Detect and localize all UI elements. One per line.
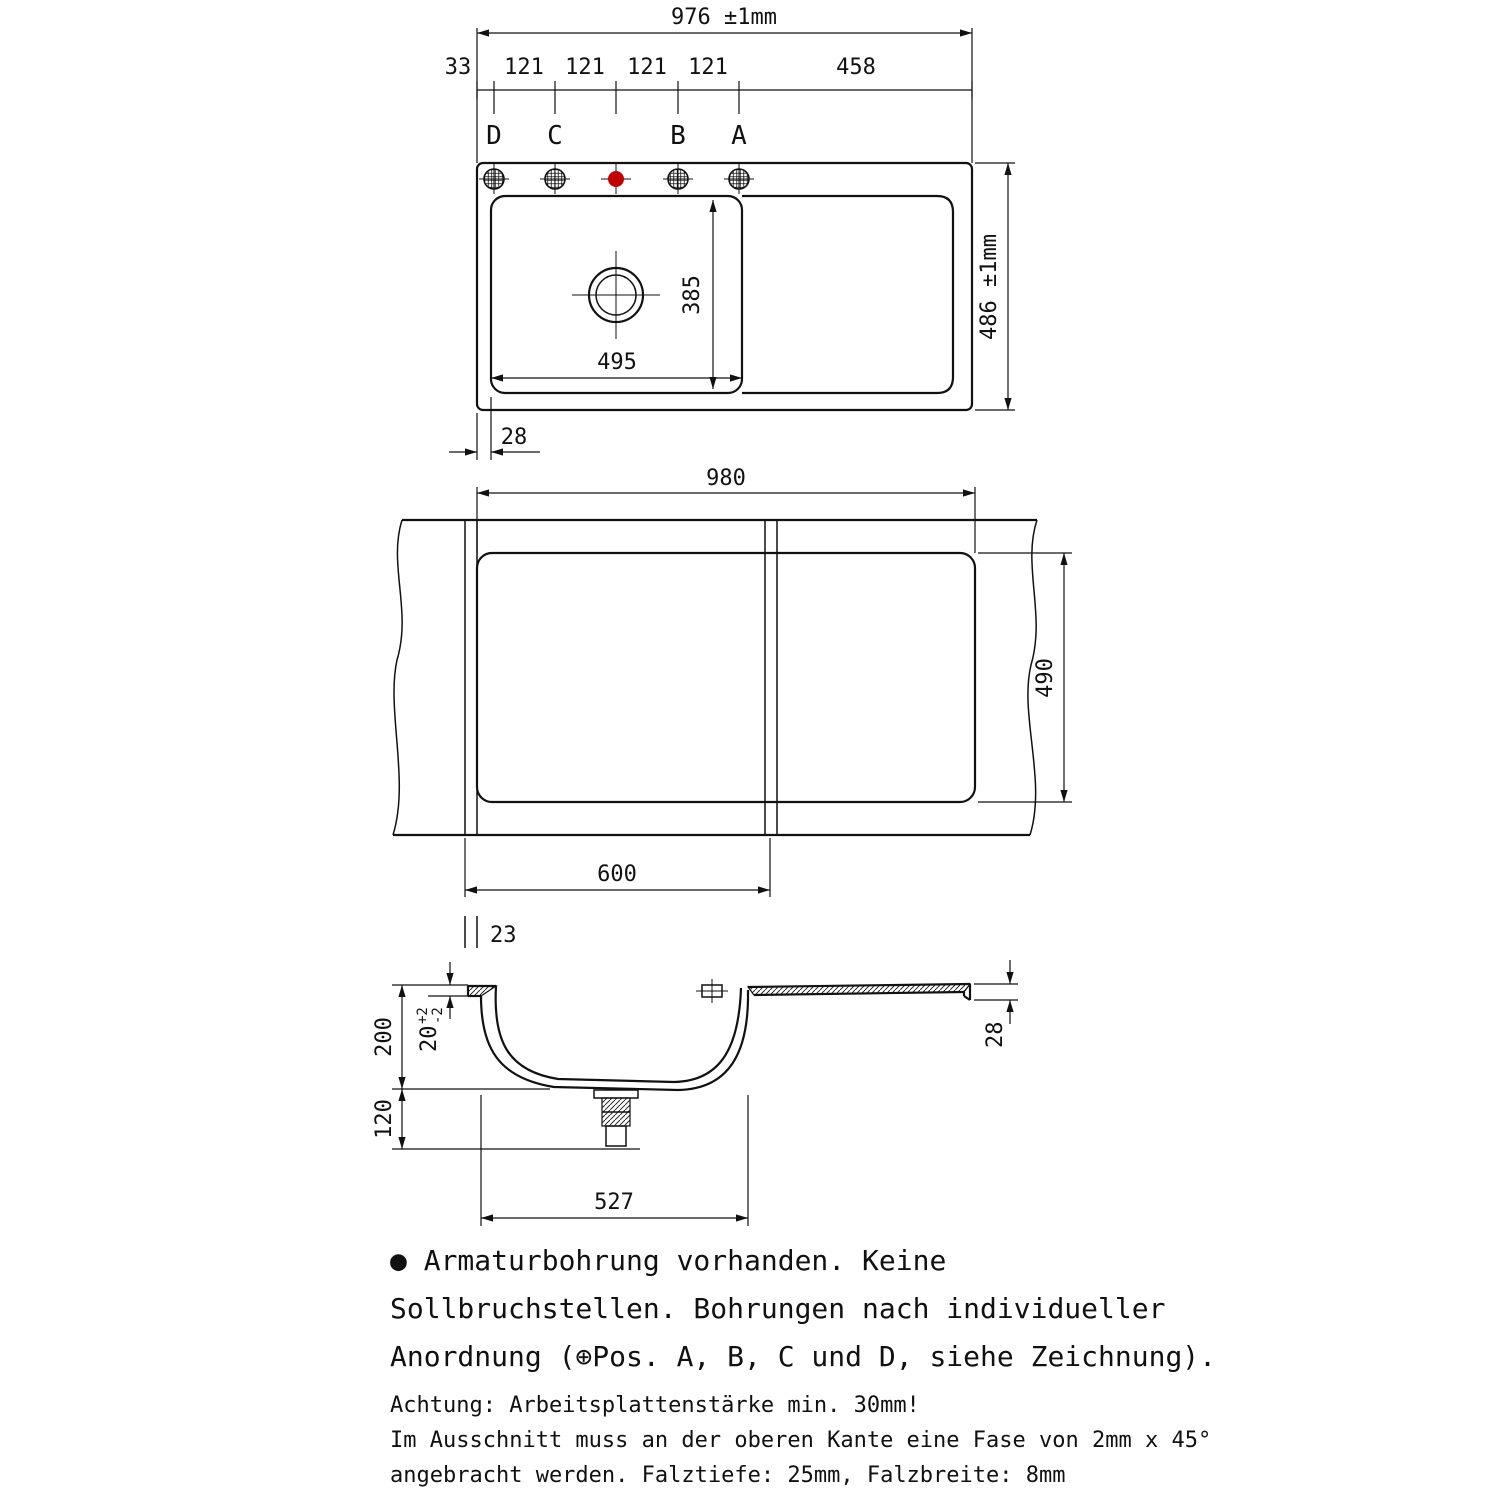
notes-block (390, 1244, 1216, 1488)
dimension-cabinet-width (465, 838, 770, 897)
break-line-left (393, 520, 402, 835)
hole-letter-d: D (486, 121, 502, 151)
rim-height-tolerance-upper: +2 (415, 1007, 431, 1024)
overall-width-label: 976 ±1mm (671, 5, 777, 30)
hole-position-letters (486, 121, 747, 151)
section-drainboard (748, 984, 970, 1000)
cutout-rectangle (477, 553, 975, 802)
countertop-outline (393, 520, 1037, 835)
faucet-hole-symbol (696, 979, 728, 1003)
bowl-wall-outer (481, 990, 748, 1090)
cutout-width-label: 980 (706, 466, 746, 491)
chain-dim-label: 121 (565, 55, 605, 80)
hole-letter-c: C (547, 121, 563, 151)
gap-label: 23 (490, 923, 517, 948)
chain-dim-label: 33 (444, 55, 472, 80)
section-view (372, 960, 1018, 1226)
chain-dim-label: 121 (504, 55, 544, 80)
chain-dim-label: 458 (836, 55, 876, 80)
section-rim-left (468, 986, 496, 996)
drain-symbol (572, 251, 660, 339)
dimension-bowl-width (491, 350, 742, 378)
drain-assembly (594, 1090, 638, 1146)
dimension-overall-depth (975, 163, 1015, 410)
warning-line-1: Achtung: Arbeitsplattenstärke min. 30mm! (390, 1393, 920, 1418)
cutout-depth-label: 490 (1033, 658, 1058, 698)
chain-dim-label: 121 (688, 55, 728, 80)
warning-line-2: Im Ausschnitt muss an der oberen Kante eine Fase von 2mm x 45° (390, 1428, 1212, 1453)
dimension-total-height (372, 985, 550, 1089)
dimension-rim-height (415, 962, 468, 1052)
drainboard-outline (742, 196, 953, 393)
warning-line-3: angebracht werden. Falztiefe: 25mm, Falzbreite: 8mm (390, 1463, 1066, 1488)
cabinet-width-label: 600 (597, 862, 637, 887)
note-line-2: Sollbruchstellen. Bohrungen nach individueller (390, 1292, 1166, 1325)
tap-hole-marker-c (540, 164, 570, 194)
rim-height-label: 20 (417, 1025, 442, 1052)
dimension-edge-height (974, 960, 1018, 1048)
note-line-3: Anordnung (⊕Pos. A, B, C und D, siehe Zeichnung). (390, 1340, 1217, 1373)
rim-height-tolerance-lower: -2 (430, 1007, 446, 1024)
existing-tap-hole-marker-red (601, 164, 631, 194)
dimension-bowl-depth (680, 200, 713, 389)
chain-dim-label: 121 (627, 55, 667, 80)
drain-clearance-label: 120 (372, 1099, 397, 1139)
cutout-view (393, 466, 1072, 948)
sink-outline (477, 163, 972, 410)
hole-letter-b: B (670, 121, 686, 151)
edge-height-label: 28 (983, 1021, 1008, 1048)
dimension-rim-offset (449, 397, 540, 460)
tap-hole-marker-b (663, 164, 693, 194)
bowl-bottom-width-label: 527 (594, 1190, 634, 1215)
rim-offset-label: 28 (500, 425, 528, 450)
dimension-cutout-width (477, 466, 975, 553)
dimension-gap-detail (465, 916, 517, 948)
hole-letter-a: A (731, 121, 747, 151)
tap-hole-marker-d (479, 164, 509, 194)
bowl-depth-label: 385 (680, 275, 705, 315)
dimension-cutout-depth (978, 553, 1072, 802)
top-view (445, 5, 1015, 460)
tap-hole-markers (479, 164, 754, 194)
note-line-1: ● Armaturbohrung vorhanden. Keine (390, 1244, 947, 1277)
bowl-wall-inner (496, 986, 741, 1082)
total-height-label: 200 (372, 1017, 397, 1057)
dimension-hole-chain (445, 55, 972, 114)
bowl-width-label: 495 (597, 350, 637, 375)
tap-hole-marker-a (724, 164, 754, 194)
overall-depth-label: 486 ±1mm (977, 234, 1002, 340)
